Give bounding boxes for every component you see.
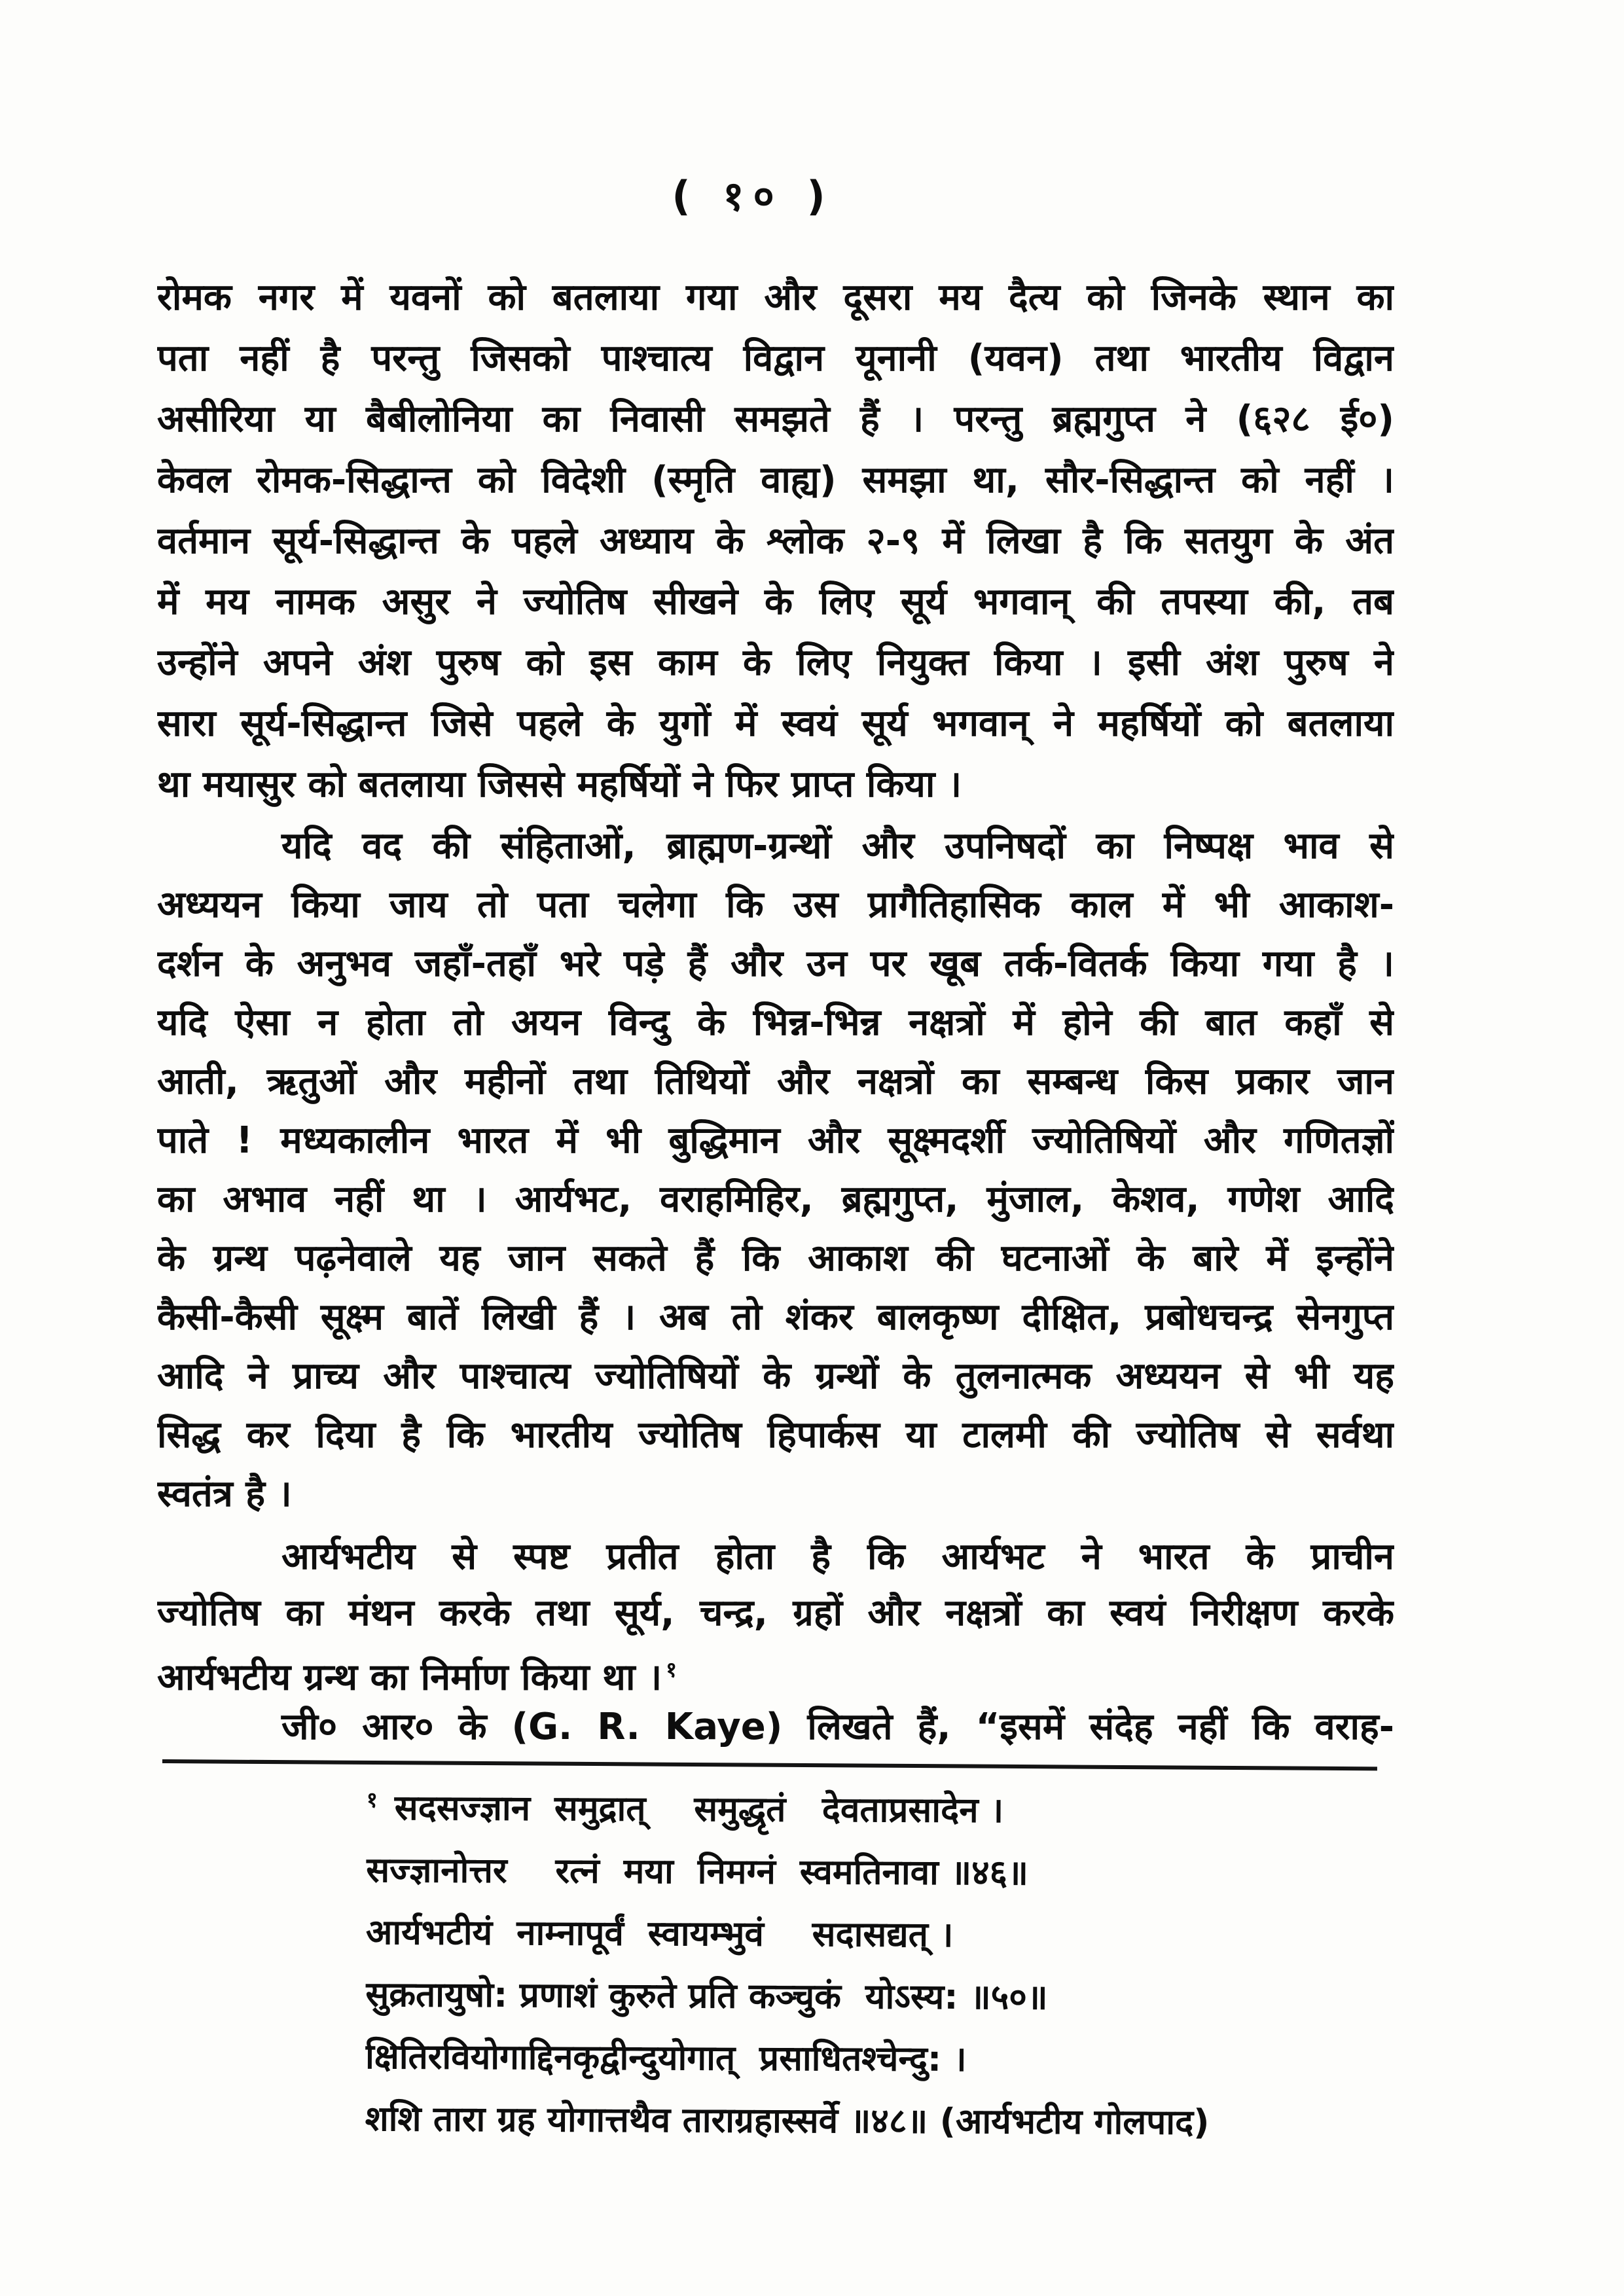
footnote xyxy=(365,1768,1427,2155)
footnote-line-text: सदसज्ज्ञान समुद्रात् समुद्धृतं देवताप्रसादेन । xyxy=(394,1787,1004,1831)
footnote-line: शशि तारा ग्रह योगात्तथैव ताराग्रहास्सर्वे ॥४८॥ (आर्यभटीय गोलपाद) xyxy=(365,2098,1210,2143)
text-line: आदि ने प्राच्य और पाश्चात्य ज्योतिषियों के ग्रन्थों के तुलनात्मक अध्ययन से भी यह xyxy=(157,1355,1394,1397)
text-line: पता नहीं है परन्तु जिसको पाश्चात्य विद्वान यूनानी (यवन) तथा भारतीय विद्वान xyxy=(157,337,1394,380)
text-line: यदि ऐसा न होता तो अयन विन्दु के भिन्न-भिन्न नक्षत्रों में होने की बात कहाँ से xyxy=(157,1001,1394,1044)
text-line: के ग्रन्थ पढ़नेवाले यह जान सकते हैं कि आकाश की घटनाओं के बारे में इन्होंने xyxy=(157,1237,1394,1280)
text-line: आती, ऋतुओं और महीनों तथा तिथियों और नक्षत्रों का सम्बन्ध किस प्रकार जान xyxy=(157,1060,1394,1103)
footnote-line: आर्यभटीयं नाम्नापूर्वं स्वायम्भुवं सदासद्यत् । xyxy=(365,1912,954,1955)
paragraph-1 xyxy=(157,267,1394,815)
text-line: ज्योतिष का मंथन करके तथा सूर्य, चन्द्र, ग्रहों और नक्षत्रों का स्वयं निरीक्षण करके xyxy=(157,1592,1394,1634)
text-line: सारा सूर्य-सिद्धान्त जिसे पहले के युगों में स्वयं सूर्य भगवान् ने महर्षियों को बतलाया xyxy=(157,702,1394,745)
text-line: यदि वद की संहिताओं, ब्राह्मण-ग्रन्थों और उपनिषदों का निष्पक्ष भाव से xyxy=(281,825,1394,867)
text-line: आर्यभटीय से स्पष्ट प्रतीत होता है कि आर्यभट ने भारत के प्राचीन xyxy=(281,1535,1394,1578)
text-line: असीरिया या बैबीलोनिया का निवासी समझते हैं । परन्तु ब्रह्मगुप्त ने (६२८ ई०) xyxy=(157,398,1394,440)
text-line: केवल रोमक-सिद्धान्त को विदेशी (स्मृति वाह्य) समझा था, सौर-सिद्धान्त को नहीं । xyxy=(157,459,1394,501)
text-line: सिद्ध कर दिया है कि भारतीय ज्योतिष हिपार्कस या टालमी की ज्योतिष से सर्वथा xyxy=(157,1414,1394,1456)
text-line: रोमक नगर में यवनों को बतलाया गया और दूसरा मय दैत्य को जिनके स्थान का xyxy=(157,276,1394,319)
footnote-line xyxy=(367,1768,1427,1844)
text-line: अध्ययन किया जाय तो पता चलेगा कि उस प्रागैतिहासिक काल में भी आकाश- xyxy=(157,884,1394,926)
text-line: उन्होंने अपने अंश पुरुष को इस काम के लिए नियुक्त किया । इसी अंश पुरुष ने xyxy=(157,641,1394,684)
footnote-line: सुक्रतायुषो: प्रणाशं कुरुते प्रति कञ्चुकं योऽस्य: ॥५०॥ xyxy=(365,1974,1048,2018)
paragraph-2 xyxy=(157,817,1394,1524)
footnote-line: क्षितिरवियोगाद्दिनकृद्वीन्दुयोगात् प्रसाधितश्चेन्दु: । xyxy=(365,2036,967,2079)
footnote-ref: १ xyxy=(666,1657,677,1682)
text-line: पाते ! मध्यकालीन भारत में भी बुद्धिमान और सूक्ष्मदर्शी ज्योतिषियों और गणितज्ञों xyxy=(157,1119,1394,1162)
footnote-marker: १ xyxy=(366,1786,378,1813)
text-line: स्वतंत्र है । xyxy=(157,1473,292,1515)
footnote-line: सज्ज्ञानोत्तर रत्नं मया निमग्नं स्वमतिनावा ॥४६॥ xyxy=(366,1850,1029,1893)
text-line: दर्शन के अनुभव जहाँ-तहाँ भरे पड़े हैं और उन पर खूब तर्क-वितर्क किया गया है । xyxy=(157,942,1394,985)
text-line xyxy=(157,1641,1394,1706)
footnote-separator xyxy=(162,1759,1377,1770)
page-number: ( १० ) xyxy=(672,172,835,220)
text-line: में मय नामक असुर ने ज्योतिष सीखने के लिए सूर्य भगवान् की तपस्या की, तब xyxy=(157,581,1394,623)
paragraph-4 xyxy=(157,1698,1394,1757)
text-line: वर्तमान सूर्य-सिद्धान्त के पहले अध्याय के श्लोक २-९ में लिखा है कि सतयुग के अंत xyxy=(157,520,1394,562)
text-line: कैसी-कैसी सूक्ष्म बातें लिखी हैं । अब तो शंकर बालकृष्ण दीक्षित, प्रबोधचन्द्र सेनगुप्त xyxy=(157,1296,1394,1338)
paragraph-3 xyxy=(157,1529,1394,1706)
text-line: था मयासुर को बतलाया जिससे महर्षियों ने फिर प्राप्त किया । xyxy=(157,763,962,806)
text-line: का अभाव नहीं था । आर्यभट, वराहमिहिर, ब्रह्मगुप्त, मुंजाल, केशव, गणेश आदि xyxy=(157,1178,1394,1221)
text-line: जी० आर० के (G. R. Kaye) लिखते हैं, “इसमें संदेह नहीं कि वराह- xyxy=(281,1706,1394,1748)
text-line-text: आर्यभटीय ग्रन्थ का निर्माण किया था । xyxy=(157,1656,662,1699)
